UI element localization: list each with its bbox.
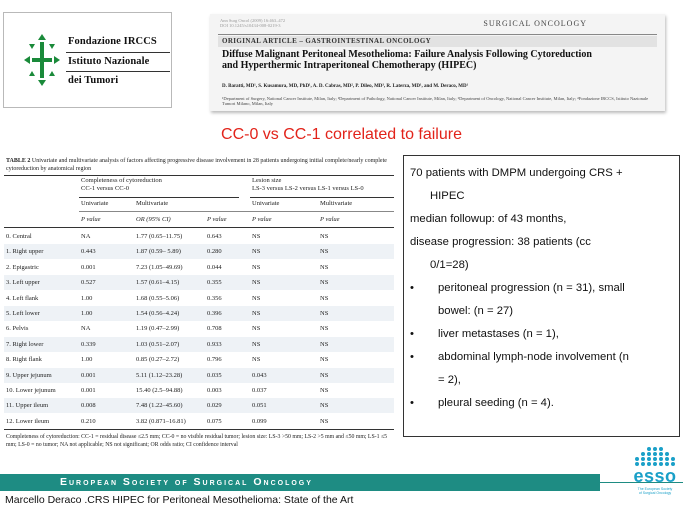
cell-odds-ratio: 1.87 (0.59– 5.89) — [136, 248, 181, 256]
cell-multivariate-p: 0.356 — [207, 294, 222, 302]
cell-lesion-multivariate: NS — [320, 279, 329, 287]
col-univariate-2: Univariate — [252, 200, 280, 207]
logo-line-1: Fondazione IRCCS — [68, 36, 157, 47]
cell-region: 10. Lower jejunum — [6, 387, 56, 394]
cell-univariate: NA — [81, 233, 91, 240]
cell-odds-ratio: 0.85 (0.27–2.72) — [136, 356, 180, 364]
cell-multivariate-p: 0.044 — [207, 263, 222, 271]
cell-region: 9. Upper jejunum — [6, 371, 52, 379]
table-rule-header — [4, 227, 394, 228]
sub-pvalue-3: P value — [252, 216, 272, 223]
table-row — [4, 414, 394, 429]
col-multivariate-2: Multivariate — [320, 200, 353, 207]
cell-odds-ratio: 1.57 (0.61–4.15) — [136, 279, 180, 287]
cell-lesion-univariate: NS — [252, 310, 261, 317]
group-header-lesion-size — [252, 177, 364, 193]
bullet-text: bowel: (n = 27) — [438, 305, 514, 317]
cell-odds-ratio: 5.11 (1.12–23.28) — [136, 371, 183, 379]
cell-lesion-multivariate: NS — [320, 356, 329, 364]
cell-multivariate-p: 0.796 — [207, 356, 222, 364]
cell-odds-ratio: 1.54 (0.56–4.24) — [136, 310, 180, 317]
cell-odds-ratio: 1.19 (0.47–2.99) — [136, 325, 180, 333]
table-footnote: Completeness of cytoreduction: CC-1 = residual disease ≤2.5 mm; CC-0 = no visible residual tumor; lesion size: LS-3 >50 mm; LS-2 >5 mm and ≤50 mm; LS-1 ≤5 mm; LS-0 = no tumor; NA not applicable; NS not significant; OR odds ratio; CI confidence interval — [6, 434, 388, 448]
article-section: ORIGINAL ARTICLE – GASTROINTESTINAL ONCOLOGY — [218, 36, 657, 47]
table-row — [4, 383, 394, 398]
cell-lesion-univariate: 0.037 — [252, 387, 267, 394]
table-row — [4, 275, 394, 290]
group-header-lesion-size-line-1: Lesion size — [252, 177, 282, 184]
cell-multivariate-p: 0.003 — [207, 387, 222, 394]
cell-region: 4. Left flank — [6, 294, 39, 302]
cell-univariate: 0.210 — [81, 417, 96, 425]
cell-lesion-multivariate: NS — [320, 263, 329, 271]
cell-univariate: NA — [81, 325, 91, 333]
article-title: Diffuse Malignant Peritoneal Mesothelioma: Failure Analysis Following Cytoreduction and Hyperthermic Intraperitoneal Chemotherapy (HIPEC) — [222, 49, 592, 71]
cell-lesion-univariate: 0.051 — [252, 402, 267, 410]
cell-multivariate-p: 0.029 — [207, 402, 222, 410]
cell-region: 8. Right flank — [6, 356, 42, 364]
sub-or-ci: OR (95% CI) — [136, 216, 171, 223]
cell-multivariate-p: 0.075 — [207, 417, 222, 425]
table-row — [4, 352, 394, 367]
journal-meta — [220, 18, 285, 28]
group-header-completeness-line-1: Completeness of cytoreduction — [81, 177, 162, 184]
bullet-text: abdominal lymph-node involvement (n — [438, 351, 629, 363]
summary-line-hipec: HIPEC — [430, 190, 465, 202]
summary-bullet — [404, 277, 679, 323]
cell-univariate: 0.001 — [81, 263, 96, 271]
article-header — [210, 14, 665, 111]
cell-multivariate-p: 0.035 — [207, 371, 222, 379]
cell-univariate: 0.008 — [81, 402, 96, 410]
table-row — [4, 244, 394, 259]
logo-line-3: dei Tumori — [68, 75, 119, 86]
cell-region: 3. Left upper — [6, 279, 40, 287]
cell-multivariate-p: 0.643 — [207, 233, 222, 240]
esso-subtitle-line-1: The European Society — [637, 487, 673, 491]
cell-region: 7. Right lower — [6, 340, 44, 348]
journal-citation: Ann Surg Oncol (2009) 16:463–472 — [220, 18, 286, 23]
summary-box — [403, 155, 680, 437]
cell-region: 2. Epigastric — [6, 263, 39, 271]
cell-region: 0. Central — [6, 233, 32, 240]
table-row — [4, 306, 394, 321]
cell-odds-ratio: 7.23 (1.05–49.69) — [136, 263, 183, 271]
group-header-lesion-size-line-2: LS-3 versus LS-2 versus LS-1 versus LS-0 — [252, 185, 364, 192]
cell-odds-ratio: 1.03 (0.51–2.07) — [136, 340, 180, 348]
cell-region: 6. Pelvis — [6, 325, 29, 333]
cell-univariate: 0.443 — [81, 248, 96, 256]
group-header-completeness — [81, 177, 162, 193]
table-row — [4, 398, 394, 413]
cell-lesion-univariate: NS — [252, 356, 261, 364]
summary-line-followup: median followup: of 43 months, — [410, 213, 567, 225]
table-row — [4, 337, 394, 352]
esso-logo-icon — [629, 446, 681, 468]
society-name: European Society of Surgical Oncology — [60, 476, 313, 488]
cell-univariate: 1.00 — [81, 310, 93, 317]
table-row — [4, 260, 394, 275]
col-univariate: Univariate — [81, 200, 109, 207]
bullet-text: peritoneal progression (n = 31), small — [438, 282, 625, 294]
table-rule-bottom — [4, 429, 394, 430]
cell-univariate: 1.00 — [81, 294, 93, 302]
cell-lesion-multivariate: NS — [320, 402, 329, 410]
cell-multivariate-p: 0.933 — [207, 340, 222, 348]
journal-rule — [218, 34, 657, 35]
cell-lesion-multivariate: NS — [320, 340, 329, 348]
summary-bullet — [404, 346, 679, 392]
summary-bullet — [404, 323, 679, 346]
table-row — [4, 368, 394, 383]
cell-lesion-univariate: NS — [252, 325, 261, 333]
cell-odds-ratio: 1.77 (0.65–11.75) — [136, 233, 183, 240]
cell-odds-ratio: 1.68 (0.55–5.06) — [136, 294, 180, 302]
journal-name: SURGICAL ONCOLOGY — [483, 19, 587, 28]
bullet-marker: • — [410, 282, 414, 294]
results-table — [4, 155, 396, 455]
group-rule-1 — [79, 197, 239, 198]
table-row — [4, 321, 394, 336]
cell-lesion-multivariate: NS — [320, 371, 329, 379]
bullet-marker: • — [410, 328, 414, 340]
cell-lesion-multivariate: NS — [320, 417, 329, 425]
article-affiliations: ¹Department of Surgery, National Cancer Institute, Milan, Italy; ²Department of Pathology, National Cancer Institute, Milan, Italy; ³Department of Oncology, National Cancer Institute, Milan, Italy; ⁴Fondazione IRCCS, Istituto Nazionale Tumori Milano, Milan, Italy — [222, 96, 649, 106]
cell-multivariate-p: 0.708 — [207, 325, 222, 333]
presenter-credit: Marcello Deraco .CRS HIPEC for Peritoneal Mesothelioma: State of the Art — [5, 494, 354, 506]
cell-lesion-multivariate: NS — [320, 387, 329, 394]
cell-lesion-multivariate: NS — [320, 233, 329, 240]
cell-multivariate-p: 0.396 — [207, 310, 222, 317]
institute-name — [66, 33, 170, 91]
bullet-marker: • — [410, 397, 414, 409]
cell-odds-ratio: 7.48 (1.22–45.60) — [136, 402, 183, 410]
cell-univariate: 0.339 — [81, 340, 96, 348]
cell-odds-ratio: 3.82 (0.871–16.81) — [136, 417, 186, 425]
cell-univariate: 0.527 — [81, 279, 96, 287]
esso-logo-subtitle — [624, 487, 683, 495]
cell-multivariate-p: 0.355 — [207, 279, 222, 287]
cell-lesion-univariate: NS — [252, 233, 261, 240]
group-header-completeness-line-2: CC-1 versus CC-0 — [81, 185, 130, 192]
esso-logo-text: esso — [633, 466, 677, 486]
cell-region: 1. Right upper — [6, 248, 44, 256]
sub-pvalue-4: P value — [320, 216, 340, 223]
cell-region: 12. Lower ileum — [6, 417, 50, 425]
slide-heading: CC-0 vs CC-1 correlated to failure — [221, 126, 462, 143]
cell-lesion-univariate: 0.099 — [252, 417, 267, 425]
cell-region: 11. Upper ileum — [6, 402, 49, 410]
cell-region: 5. Left lower — [6, 310, 40, 317]
bullet-marker: • — [410, 351, 414, 363]
cell-lesion-multivariate: NS — [320, 294, 329, 302]
journal-doi: DOI 10.1245/s10434-008-0219-3 — [220, 23, 281, 28]
bullet-text: = 2), — [438, 374, 461, 386]
cell-lesion-univariate: NS — [252, 294, 261, 302]
col-multivariate: Multivariate — [136, 200, 169, 207]
table-caption — [6, 157, 394, 173]
cell-multivariate-p: 0.280 — [207, 248, 222, 256]
cell-lesion-univariate: NS — [252, 248, 261, 256]
table-rule-top — [4, 175, 394, 176]
cell-lesion-univariate: 0.043 — [252, 371, 267, 379]
cell-lesion-multivariate: NS — [320, 325, 329, 333]
article-authors: D. Baratti, MD¹, S. Kusamura, MD, PhD¹, A. D. Cabras, MD², P. Dileo, MD³, R. Laterza, MD¹, and M. Deraco, MD¹ — [222, 84, 469, 89]
logo-line-2: Istituto Nazionale — [66, 52, 170, 73]
sub-pvalue-1: P value — [81, 216, 101, 223]
bullet-text: liver metastases (n = 1), — [438, 328, 559, 340]
cell-odds-ratio: 15.40 (2.5–94.88) — [136, 387, 183, 394]
cell-univariate: 1.00 — [81, 356, 93, 364]
summary-bullet — [404, 392, 679, 415]
table-row — [4, 229, 394, 244]
group-rule-2 — [250, 197, 394, 198]
sub-pvalue-2: P value — [207, 216, 227, 223]
cell-univariate: 0.001 — [81, 371, 96, 379]
summary-line-cc: 0/1=28) — [430, 259, 469, 271]
table-row — [4, 291, 394, 306]
cell-lesion-univariate: NS — [252, 279, 261, 287]
subheader-rule — [79, 211, 394, 212]
cell-lesion-univariate: NS — [252, 340, 261, 348]
cell-lesion-univariate: NS — [252, 263, 261, 271]
cell-univariate: 0.001 — [81, 387, 96, 394]
cell-lesion-multivariate: NS — [320, 248, 329, 256]
cell-lesion-multivariate: NS — [320, 310, 329, 317]
table-caption-text: Univariate and multivariate analysis of factors affecting progressive disease involvement in 28 patients undergoing initial complete/nearly complete cytoreduction by anatomical region — [6, 158, 387, 172]
bullet-text: pleural seeding (n = 4). — [438, 397, 554, 409]
institute-emblem-icon — [22, 30, 62, 90]
table-caption-label: TABLE 2 — [6, 158, 31, 164]
summary-line-progression: disease progression: 38 patients (cc — [410, 236, 591, 248]
summary-bullets — [404, 277, 679, 415]
summary-line-patients: 70 patients with DMPM undergoing CRS + — [410, 167, 623, 179]
esso-subtitle-line-2: of Surgical Oncology — [638, 491, 672, 495]
institute-logo — [3, 12, 172, 108]
